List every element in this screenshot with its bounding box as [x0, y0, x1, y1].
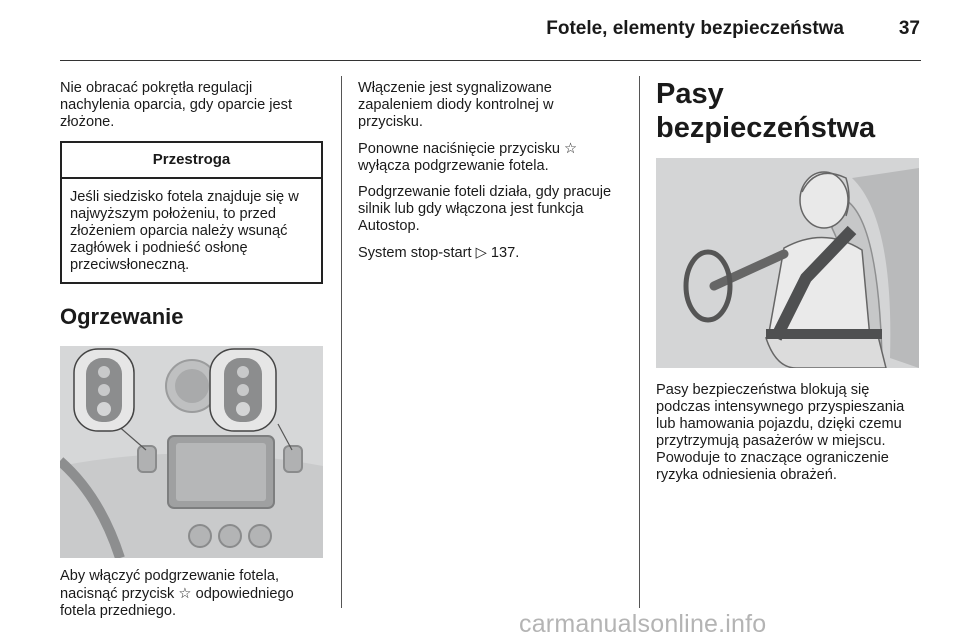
- page-reference-icon: ▷: [475, 244, 487, 261]
- caution-title: Przestroga: [62, 143, 321, 179]
- turn-off-text: [358, 140, 620, 175]
- heating-caption-part2: odpowiedniego fotela przedniego.: [60, 586, 294, 619]
- column-divider-2: [639, 76, 640, 608]
- caution-box: [60, 141, 323, 284]
- watermark: carmanualsonline.info: [519, 610, 767, 638]
- seat-belt-drawing: [656, 158, 919, 368]
- heating-heading: Ogrzewanie: [60, 304, 184, 329]
- dashboard-illustration: [60, 346, 323, 558]
- page-header: [60, 14, 920, 50]
- header-title: Fotele, elementy bezpieczeństwa: [546, 18, 844, 39]
- heating-caption-part1: Aby włączyć podgrzewanie fotela, nacisnąć przycisk: [60, 568, 280, 602]
- caution-text: Jeśli siedzisko fotela znajduje się w najwyższym położeniu, to przed złożeniem oparcia należy wsunąć zagłówek i podnieść osłonę przeciwsłoneczną.: [70, 189, 299, 273]
- seat-heating-icon: ☆: [178, 585, 192, 602]
- intro-text: Nie obracać pokrętła regulacji nachylenia oparcia, gdy oparcie jest złożone.: [60, 80, 293, 130]
- header-rule: [60, 60, 921, 61]
- seat-belt-illustration: [656, 158, 919, 368]
- seat-heating-icon: ☆: [564, 140, 578, 157]
- page-number: 37: [898, 18, 920, 39]
- indicator-text: Włączenie jest sygnalizowane zapaleniem diody kontrolnej w przycisku.: [358, 80, 554, 130]
- seat-belts-text: Pasy bezpieczeństwa blokują się podczas intensywnego przyspieszania lub hamowania pojazdu, dzięki czemu przytrzymują pasażerów w miejscu. Powoduje to znaczące ograniczenie ryzyka odniesienia obrażeń.: [656, 382, 905, 483]
- turn-off-part2: wyłącza podgrzewanie fotela.: [358, 158, 549, 174]
- stop-start-label: System stop-start: [358, 245, 472, 261]
- turn-off-part1: Ponowne naciśnięcie przycisku: [358, 141, 560, 157]
- column-left: [60, 80, 326, 620]
- column-divider-1: [341, 76, 342, 608]
- column-right: [656, 80, 920, 484]
- column-middle: [358, 80, 620, 262]
- stop-start-reference: [358, 244, 620, 262]
- heating-caption: [60, 568, 326, 620]
- stop-start-page[interactable]: 137.: [490, 245, 520, 261]
- dashboard-drawing: [60, 346, 323, 558]
- operation-text: Podgrzewanie foteli działa, gdy pracuje silnik lub gdy włączona jest funkcja Autostop.: [358, 184, 612, 234]
- seat-belts-heading: Pasy bezpieczeństwa: [656, 78, 876, 144]
